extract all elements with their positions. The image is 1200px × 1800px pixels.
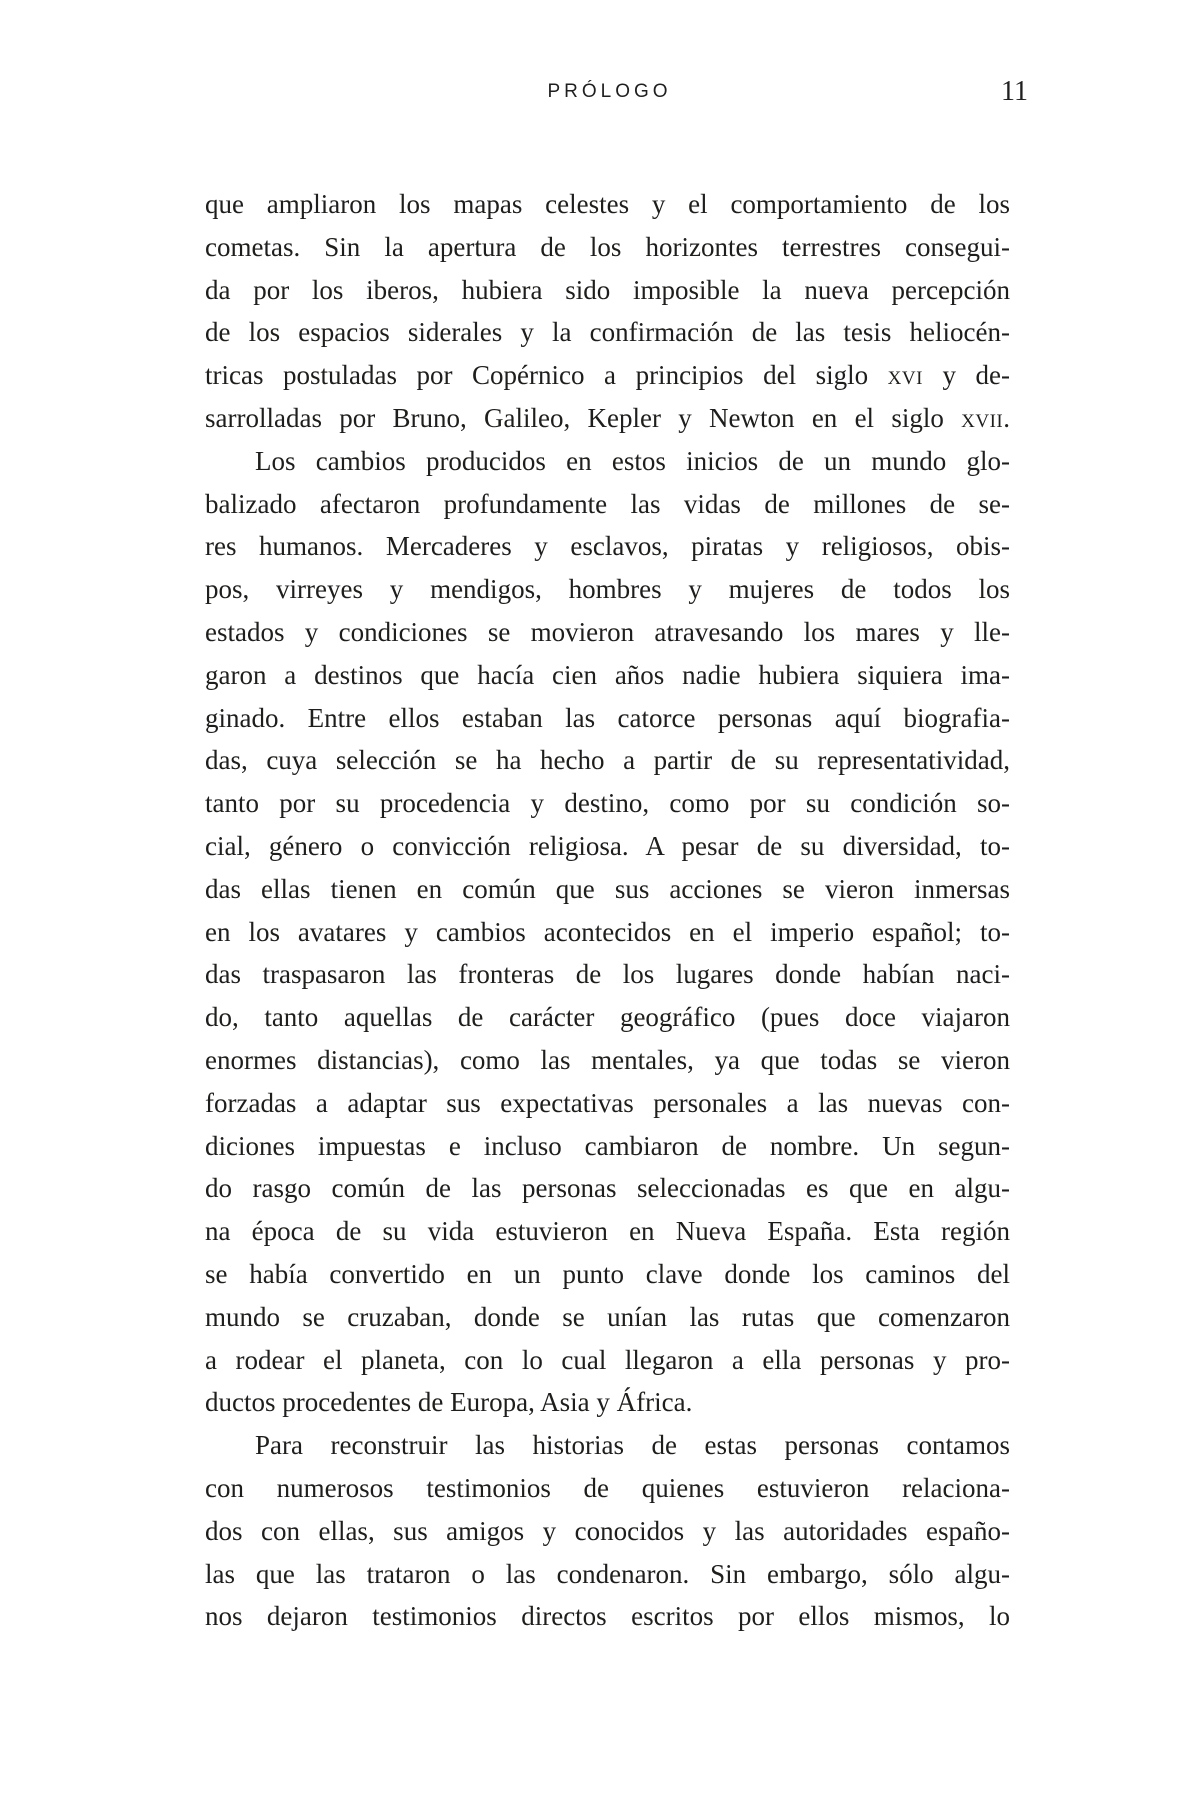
text-line: tricas postuladas por Copérnico a principios del siglo xvi y de- bbox=[205, 360, 1010, 391]
text-line: do rasgo común de las personas seleccionadas es que en algu- bbox=[205, 1173, 1010, 1204]
text-line: ductos procedentes de Europa, Asia y África. bbox=[205, 1387, 693, 1418]
page-number: 11 bbox=[1001, 76, 1028, 107]
text-line: das traspasaron las fronteras de los lugares donde habían naci- bbox=[205, 959, 1010, 990]
paragraph bbox=[205, 183, 1010, 440]
paragraph bbox=[205, 1424, 1010, 1638]
text-line: en los avatares y cambios acontecidos en el imperio español; to- bbox=[205, 916, 1010, 947]
text-line: enormes distancias), como las mentales, ya que todas se vieron bbox=[205, 1044, 1010, 1075]
text-line: pos, virreyes y mendigos, hombres y mujeres de todos los bbox=[205, 574, 1010, 605]
text-line: Los cambios producidos en estos inicios de un mundo glo- bbox=[255, 445, 1010, 476]
text-line: de los espacios siderales y la confirmación de las tesis heliocén- bbox=[205, 317, 1010, 348]
text-line: do, tanto aquellas de carácter geográfico (pues doce viajaron bbox=[205, 1002, 1010, 1033]
paragraph bbox=[205, 440, 1010, 1424]
small-caps-roman-numeral: xvii bbox=[961, 402, 1004, 433]
text-line: estados y condiciones se movieron atravesando los mares y lle- bbox=[205, 616, 1010, 647]
text-line: con numerosos testimonios de quienes estuvieron relaciona- bbox=[205, 1472, 1010, 1503]
text-line: las que las trataron o las condenaron. Sin embargo, sólo algu- bbox=[205, 1558, 1010, 1589]
text-line: garon a destinos que hacía cien años nadie hubiera siquiera ima- bbox=[205, 659, 1010, 690]
text-line: balizado afectaron profundamente las vidas de millones de se- bbox=[205, 488, 1010, 519]
text-line: que ampliaron los mapas celestes y el comportamiento de los bbox=[205, 189, 1010, 219]
text-line: cometas. Sin la apertura de los horizontes terrestres consegui- bbox=[205, 231, 1010, 262]
text-line: nos dejaron testimonios directos escritos por ellos mismos, lo bbox=[205, 1601, 1010, 1632]
text-line: das ellas tienen en común que sus acciones se vieron inmersas bbox=[205, 873, 1010, 904]
text-line: sarrolladas por Bruno, Galileo, Kepler y Newton en el siglo xvii. bbox=[205, 402, 1010, 433]
small-caps-roman-numeral: xvi bbox=[887, 360, 923, 391]
text-line: cial, género o convicción religiosa. A pesar de su diversidad, to- bbox=[205, 830, 1010, 861]
text-line: se había convertido en un punto clave donde los caminos del bbox=[205, 1258, 1010, 1289]
text-line: mundo se cruzaban, donde se unían las rutas que comenzaron bbox=[205, 1301, 1010, 1332]
text-line: tanto por su procedencia y destino, como por su condición so- bbox=[205, 788, 1010, 819]
text-line: ginado. Entre ellos estaban las catorce personas aquí biografia- bbox=[205, 702, 1010, 733]
text-line: res humanos. Mercaderes y esclavos, piratas y religiosos, obis- bbox=[205, 531, 1010, 562]
text-line: dos con ellas, sus amigos y conocidos y las autoridades españo- bbox=[205, 1515, 1010, 1546]
text-line: Para reconstruir las historias de estas personas contamos bbox=[255, 1430, 1010, 1461]
text-line: das, cuya selección se ha hecho a partir de su representatividad, bbox=[205, 745, 1010, 776]
text-line: diciones impuestas e incluso cambiaron de nombre. Un segun- bbox=[205, 1130, 1010, 1161]
text-line: da por los iberos, hubiera sido imposible la nueva percepción bbox=[205, 274, 1010, 305]
text-line: forzadas a adaptar sus expectativas personales a las nuevas con- bbox=[205, 1087, 1010, 1118]
text-line: a rodear el planeta, con lo cual llegaron a ella personas y pro- bbox=[205, 1344, 1010, 1375]
body-text bbox=[205, 183, 1010, 1638]
text-line: na época de su vida estuvieron en Nueva España. Esta región bbox=[205, 1216, 1010, 1247]
page-header-title: PRÓLOGO bbox=[547, 81, 672, 102]
